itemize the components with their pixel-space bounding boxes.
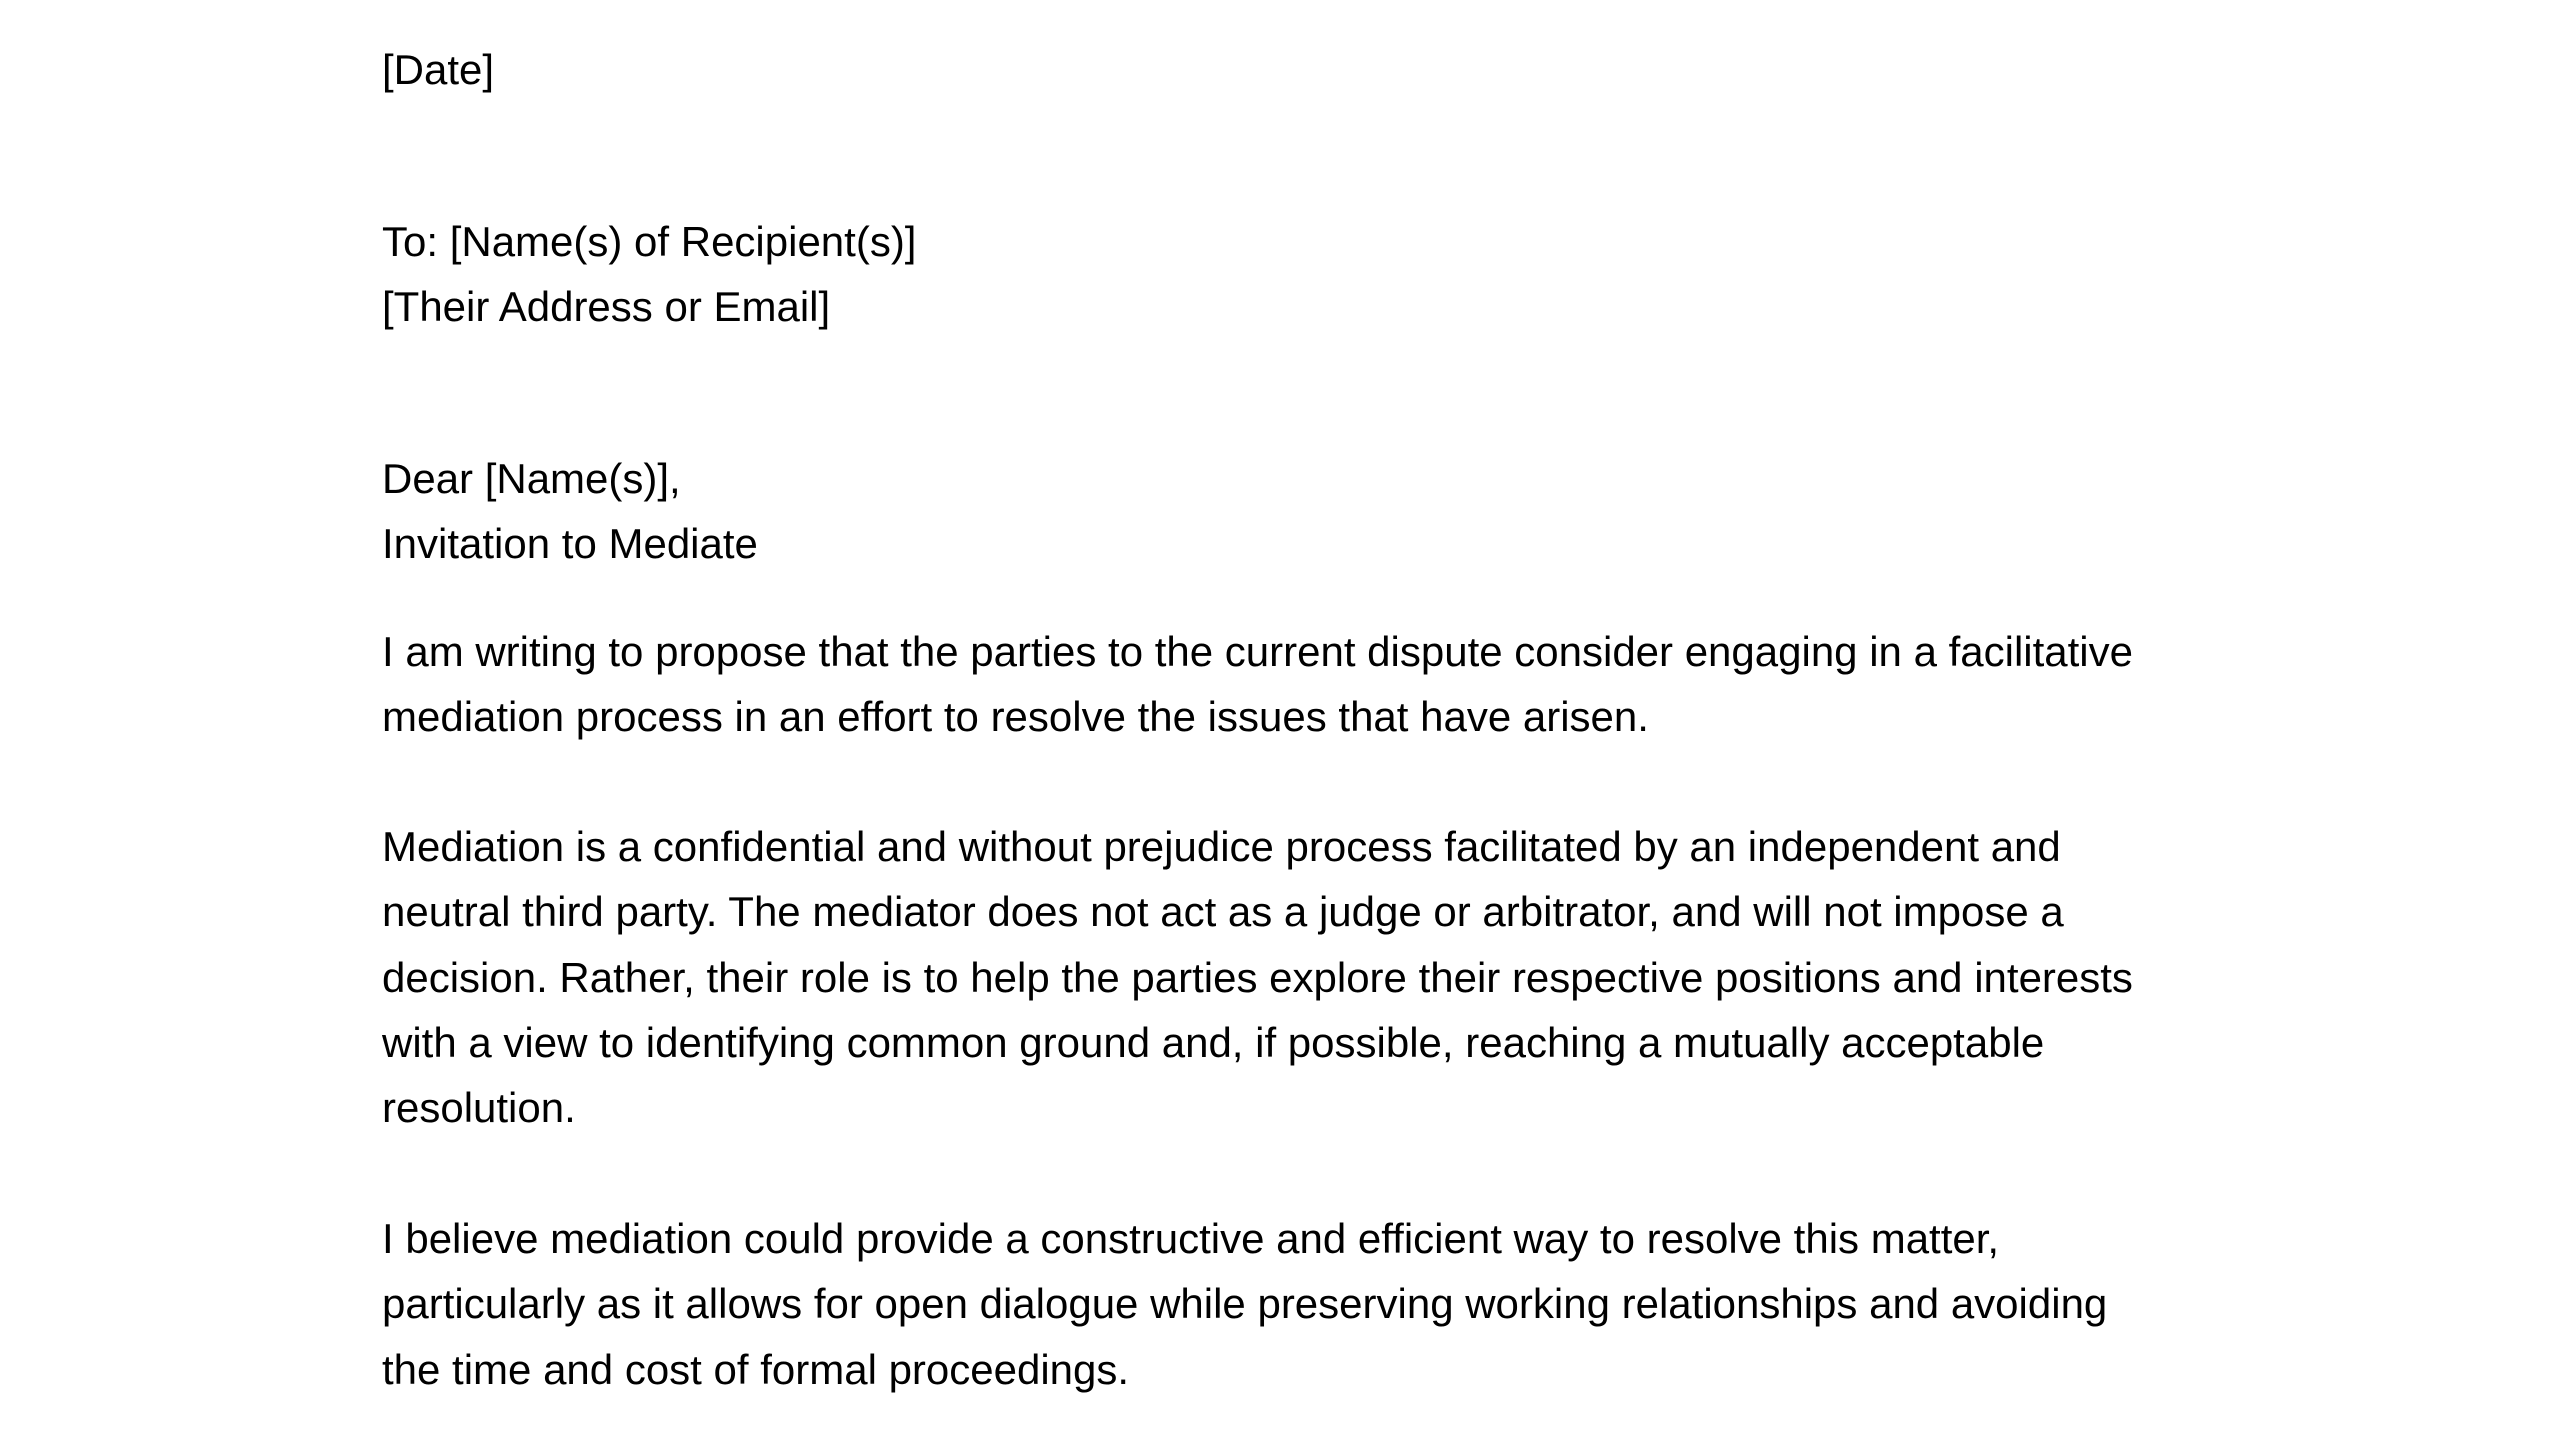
salutation-line: Dear [Name(s)], [382, 455, 681, 502]
paragraph-line: Mediation is a confidential and without prejudice process facilitated by an independent and [382, 823, 2061, 870]
paragraph-line: I believe mediation could provide a constructive and efficient way to resolve this matter, [382, 1215, 2000, 1262]
date-line: [Date] [382, 46, 495, 93]
subject-line: Invitation to Mediate [382, 520, 758, 567]
paragraph-line: particularly as it allows for open dialogue while preserving working relationships and avoiding [382, 1280, 2108, 1328]
address-line: [Their Address or Email] [382, 283, 831, 330]
paragraph-line: I am writing to propose that the parties to the current dispute consider engaging in a facilitative [382, 628, 2133, 675]
paragraph-proposal [382, 619, 2262, 750]
paragraph-line: the time and cost of formal proceedings. [382, 1345, 1130, 1393]
paragraph-line: mediation process in an effort to resolve the issues that have arisen. [382, 693, 1649, 741]
paragraph-line: neutral third party. The mediator does not act as a judge or arbitrator, and will not impose a [382, 888, 2064, 936]
paragraph-mediation-description [382, 814, 2262, 1140]
recipient-line: To: [Name(s) of Recipient(s)] [382, 218, 917, 265]
paragraph-line: decision. Rather, their role is to help the parties explore their respective positions and interests [382, 953, 2133, 1001]
paragraph-line: resolution. [382, 1084, 576, 1132]
paragraph-benefits [382, 1206, 2262, 1402]
paragraph-line: with a view to identifying common ground and, if possible, reaching a mutually acceptable [382, 1018, 2045, 1066]
